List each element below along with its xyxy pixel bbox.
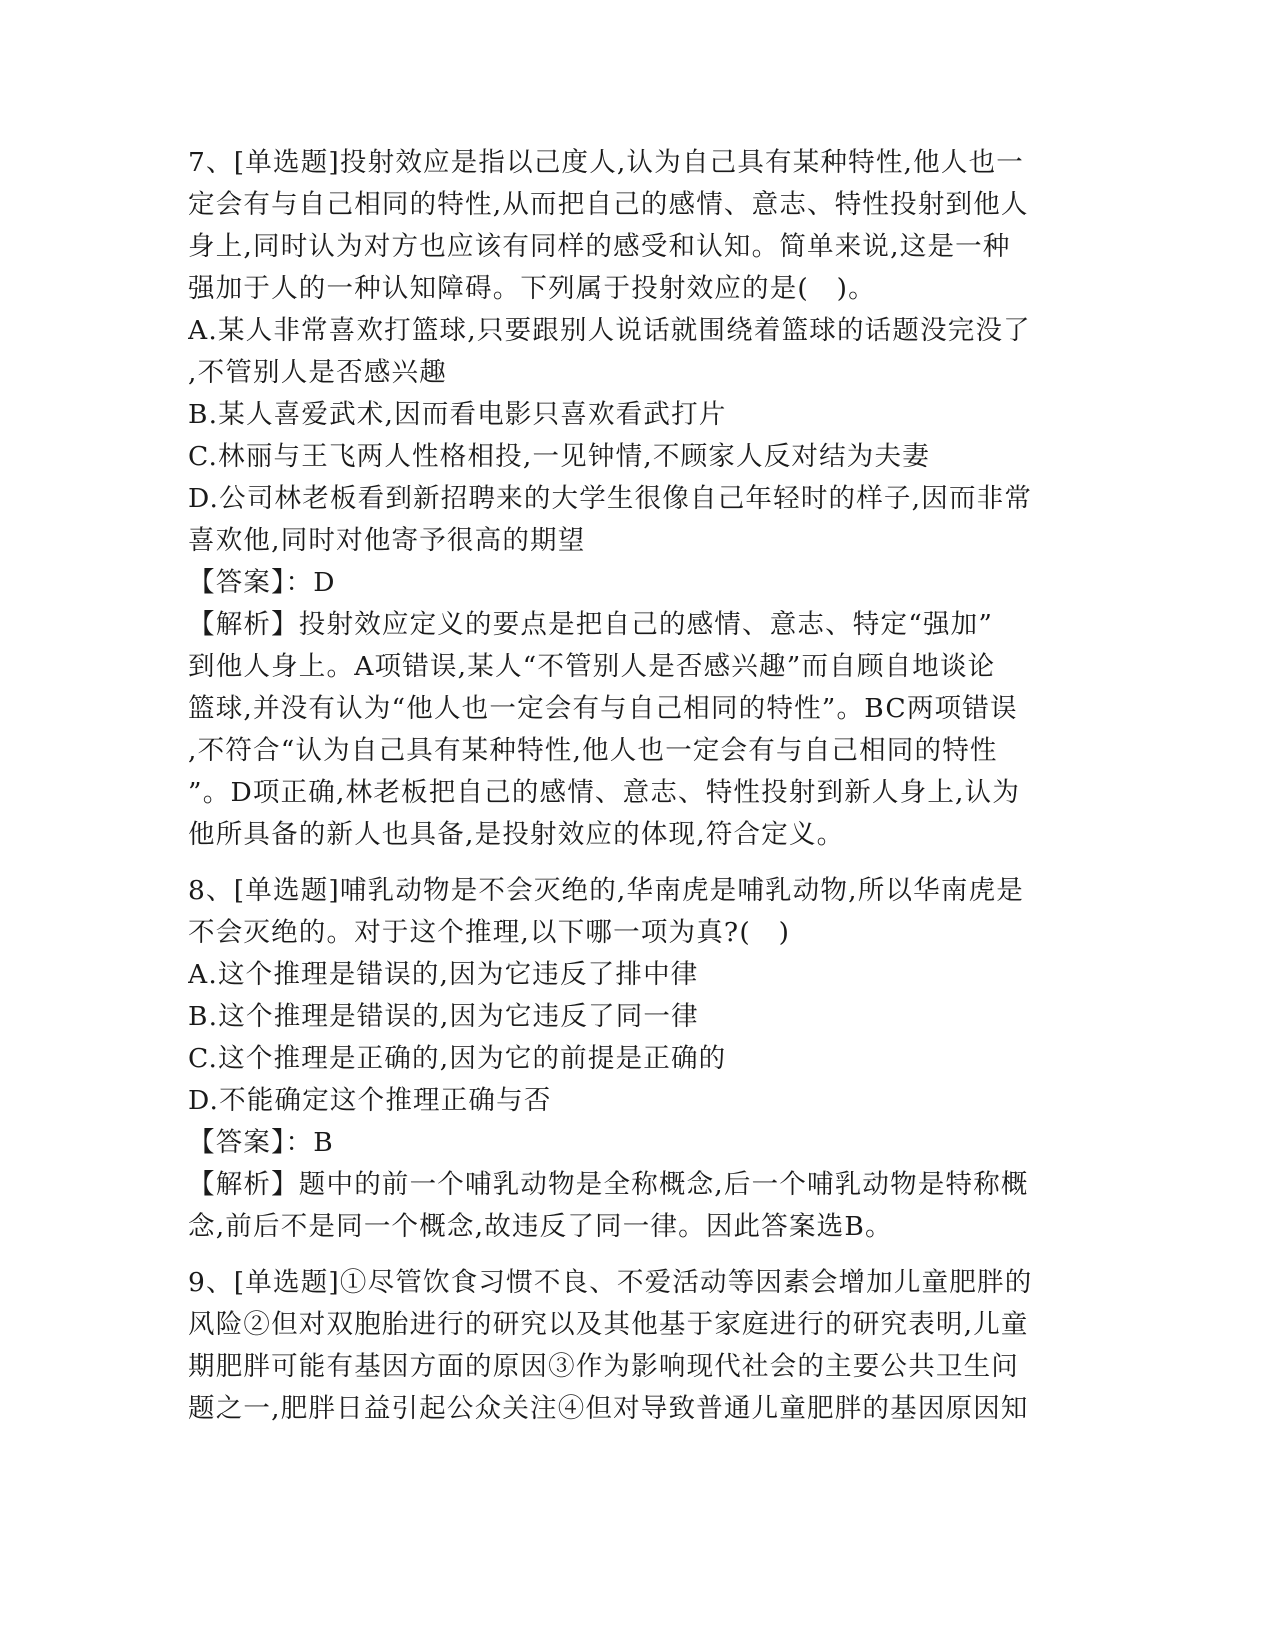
explanation-line: 他所具备的新人也具备,是投射效应的体现,符合定义。 [188,819,845,850]
explanation-line: 篮球,并没有认为“他人也一定会有与自己相同的特性”。BC两项错误 [188,693,1018,724]
answer: 【答案】：D [188,567,336,598]
question-8 [188,870,1055,1248]
option-c: C.林丽与王飞两人性格相投,一见钟情,不顾家人反对结为夫妻 [188,441,930,472]
explanation-line: ”。D项正确,林老板把自己的感情、意志、特性投射到新人身上,认为 [188,777,1021,808]
option-a-continued: ,不管别人是否感兴趣 [188,357,447,388]
question-text-line: 定会有与自己相同的特性,从而把自己的感情、意志、特性投射到他人 [188,189,1029,220]
explanation-line: 到他人身上。A项错误,某人“不管别人是否感兴趣”而自顾自地谈论 [188,651,996,682]
question-text-line: 题之一,肥胖日益引起公众关注④但对导致普通儿童肥胖的基因原因知 [188,1393,1029,1424]
question-text-line: 身上,同时认为对方也应该有同样的感受和认知。简单来说,这是一种 [188,231,1011,262]
option-d-continued: 喜欢他,同时对他寄予很高的期望 [188,525,586,556]
question-text-line: 风险②但对双胞胎进行的研究以及其他基于家庭进行的研究表明,儿童 [188,1309,1029,1340]
question-text-line: 9、[单选题]①尽管饮食习惯不良、不爱活动等因素会增加儿童肥胖的 [188,1267,1033,1298]
option-c: C.这个推理是正确的,因为它的前提是正确的 [188,1043,727,1074]
explanation-line: 念,前后不是同一个概念,故违反了同一律。因此答案选B。 [188,1211,893,1242]
question-text-line: 8、[单选题]哺乳动物是不会灭绝的,华南虎是哺乳动物,所以华南虎是 [188,875,1024,906]
question-text-line: 期肥胖可能有基因方面的原因③作为影响现代社会的主要公共卫生问 [188,1351,1019,1382]
question-text-line: 7、[单选题]投射效应是指以己度人,认为自己具有某种特性,他人也一 [188,147,1024,178]
answer: 【答案】：B [188,1127,334,1158]
explanation-line: 【解析】题中的前一个哺乳动物是全称概念,后一个哺乳动物是特称概 [188,1169,1029,1200]
option-a: A.这个推理是错误的,因为它违反了排中律 [188,959,699,990]
explanation-line: ,不符合“认为自己具有某种特性,他人也一定会有与自己相同的特性 [188,735,998,766]
question-text-line: 不会灭绝的。对于这个推理,以下哪一项为真?( ) [188,917,791,948]
option-b: B.某人喜爱武术,因而看电影只喜欢看武打片 [188,399,727,430]
option-a: A.某人非常喜欢打篮球,只要跟别人说话就围绕着篮球的话题没完没了 [188,315,1031,346]
explanation-line: 【解析】投射效应定义的要点是把自己的感情、意志、特定“强加” [188,609,994,640]
question-7 [188,142,1055,856]
question-text-line: 强加于人的一种认知障碍。下列属于投射效应的是( )。 [188,273,876,304]
question-9 [188,1262,1055,1430]
option-b: B.这个推理是错误的,因为它违反了同一律 [188,1001,699,1032]
option-d: D.公司林老板看到新招聘来的大学生很像自己年轻时的样子,因而非常 [188,483,1033,514]
option-d: D.不能确定这个推理正确与否 [188,1085,552,1116]
